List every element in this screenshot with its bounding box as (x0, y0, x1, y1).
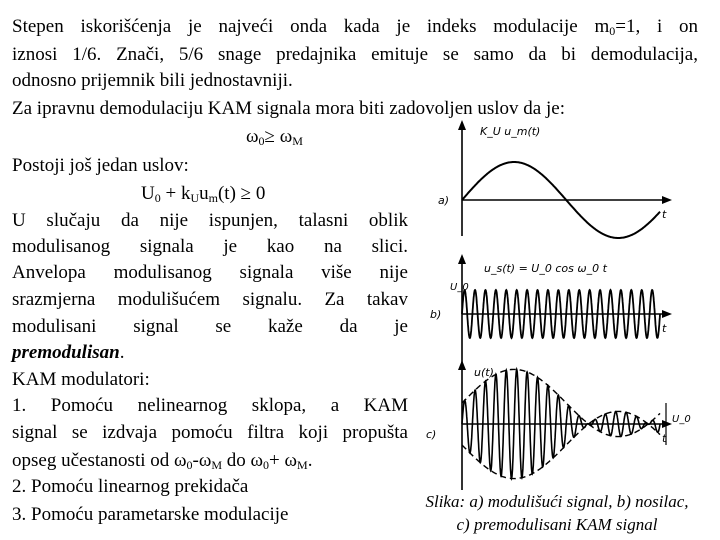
modulation-figure (410, 118, 710, 490)
panel-a-t-label: t (662, 208, 667, 221)
list-item1-line3: opseg učestanosti od $\omega_0-\omega_M$ do $\omega_0+ \omega_M$. (12, 450, 313, 472)
paragraph2-line: Za ipravnu demodulaciju KAM signala mora biti zadovoljen uslov da je: (12, 98, 565, 119)
paragraph3-line1: Postoji još jedan uslov: (12, 155, 189, 176)
panel-b-t-label: t (662, 322, 667, 335)
list-item3: 3. Pomoću parametarske modulacije (12, 504, 289, 525)
paragraph1-line3: odnosno prijemnik bili jednostavniji. (12, 70, 293, 91)
paragraph4-line4: srazmjerna modulišućem signalu. Za takav (12, 289, 408, 310)
list-item2: 2. Pomoću linearnog prekidača (12, 476, 249, 497)
panel-c-u0-label: U_0 (672, 414, 691, 425)
panel-b-u0-label: U_0 (450, 282, 469, 293)
figure-caption-line1: Slika: a) modulišući signal, b) nosilac, (425, 492, 689, 511)
paragraph1-line1: Stepen iskorišćenja je najveći onda kada je indeks modulacije $m_0=1$, i on (12, 16, 699, 38)
amplitude-condition-formula: $U_0 + k_Uu_m(t) \ge 0$ (141, 183, 266, 205)
panel-a-label: a) (438, 194, 450, 207)
list-heading: KAM modulatori: (12, 369, 150, 390)
panel-c (426, 360, 691, 490)
panel-c-axis-label: u(t) (474, 366, 494, 379)
panel-a (438, 120, 672, 238)
panel-b-axis-label: u_s(t) = U_0 cos ω_0 t (484, 262, 607, 275)
premodulisan-term: premodulisan (12, 342, 120, 363)
list-item1-line2: signal se izdvaja pomoću filtra koji propušta (12, 422, 408, 443)
paragraph4-line3: Anvelopa modulisanog signala više nije (12, 262, 408, 283)
paragraph4-line1: U slučaju da nije ispunjen, talasni oblik (12, 210, 408, 231)
paragraph4-line2: modulisanog signala je kao na slici. (12, 236, 408, 257)
panel-c-label: c) (426, 428, 437, 441)
list-item1-line1: 1. Pomoću nelinearnog sklopa, a KAM (12, 395, 408, 416)
panel-b (430, 254, 672, 364)
paragraph4-emphasis: premodulisan. (12, 342, 125, 363)
paragraph4-line5: modulisani signal se kaže da je (12, 316, 408, 337)
panel-b-label: b) (430, 308, 442, 321)
panel-a-axis-label: K_U u_m(t) (480, 125, 541, 138)
paragraph1-line2: iznosi 1/6. Znači, 5/6 snage predajnika emituje se samo da bi demodulacija, (12, 44, 698, 65)
omega-condition-formula: $\omega_0\ge \omega_M$ (246, 126, 303, 148)
panel-c-t-label: t (662, 432, 667, 445)
figure-caption-line2: c) premodulisani KAM signal (456, 515, 658, 534)
